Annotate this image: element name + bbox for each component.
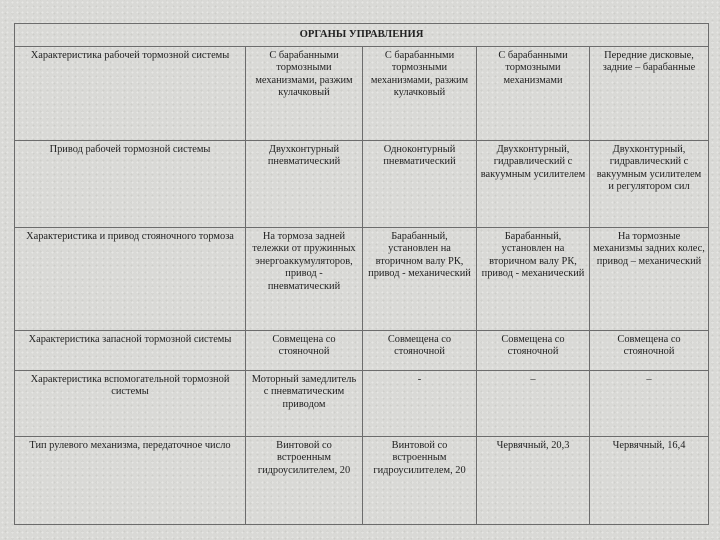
table-cell: Моторный замедлитель с пневматическим приводом: [246, 371, 363, 437]
table-cell: Двухконтурный, гидравлический с вакуумным усилителем и регулятором сил: [590, 141, 709, 228]
table-row: [15, 371, 709, 437]
row-label: Характеристика запасной тормозной системы: [15, 331, 246, 371]
table-cell: Совмещена со стояночной: [477, 331, 590, 371]
table-cell: С барабанными тормозными механизмами: [477, 47, 590, 141]
table-cell: Червячный, 16,4: [590, 437, 709, 525]
table-row: [15, 331, 709, 371]
table-cell: Передние дисковые, задние – барабанные: [590, 47, 709, 141]
table-row: [15, 47, 709, 141]
table-cell: На тормоза задней тележки от пружинных энергоаккумуляторов, привод - пневматический: [246, 228, 363, 331]
table-cell: Червячный, 20,3: [477, 437, 590, 525]
table-cell: Совмещена со стояночной: [590, 331, 709, 371]
table-row: [15, 141, 709, 228]
row-label: Характеристика и привод стояночного тормоза: [15, 228, 246, 331]
table-row: [15, 228, 709, 331]
table-cell: С барабанными тормозными механизмами, разжим кулачковый: [363, 47, 477, 141]
table-cell: –: [590, 371, 709, 437]
table-cell: Винтовой со встроенным гидроусилителем, 20: [363, 437, 477, 525]
row-label: Привод рабочей тормозной системы: [15, 141, 246, 228]
table-cell: Одноконтурный пневматический: [363, 141, 477, 228]
table-cell: С барабанными тормозными механизмами, разжим кулачковый: [246, 47, 363, 141]
table-title: ОРГАНЫ УПРАВЛЕНИЯ: [15, 24, 709, 47]
row-label: Характеристика вспомогательной тормозной системы: [15, 371, 246, 437]
table-cell: Двухконтурный, гидравлический с вакуумным усилителем: [477, 141, 590, 228]
table-cell: Барабанный, установлен на вторичном валу РК, привод - механический: [363, 228, 477, 331]
table-cell: -: [363, 371, 477, 437]
table-cell: На тормозные механизмы задних колес, привод – механический: [590, 228, 709, 331]
table-cell: Совмещена со стояночной: [363, 331, 477, 371]
table-cell: Барабанный, установлен на вторичном валу РК, привод - механический: [477, 228, 590, 331]
row-label: Характеристика рабочей тормозной системы: [15, 47, 246, 141]
table-cell: Совмещена со стояночной: [246, 331, 363, 371]
table-row: [15, 437, 709, 525]
table-cell: –: [477, 371, 590, 437]
table-cell: Винтовой со встроенным гидроусилителем, 20: [246, 437, 363, 525]
row-label: Тип рулевого механизма, передаточное число: [15, 437, 246, 525]
controls-table: [14, 23, 709, 525]
table-cell: Двухконтурный пневматический: [246, 141, 363, 228]
table-title-row: [15, 24, 709, 47]
